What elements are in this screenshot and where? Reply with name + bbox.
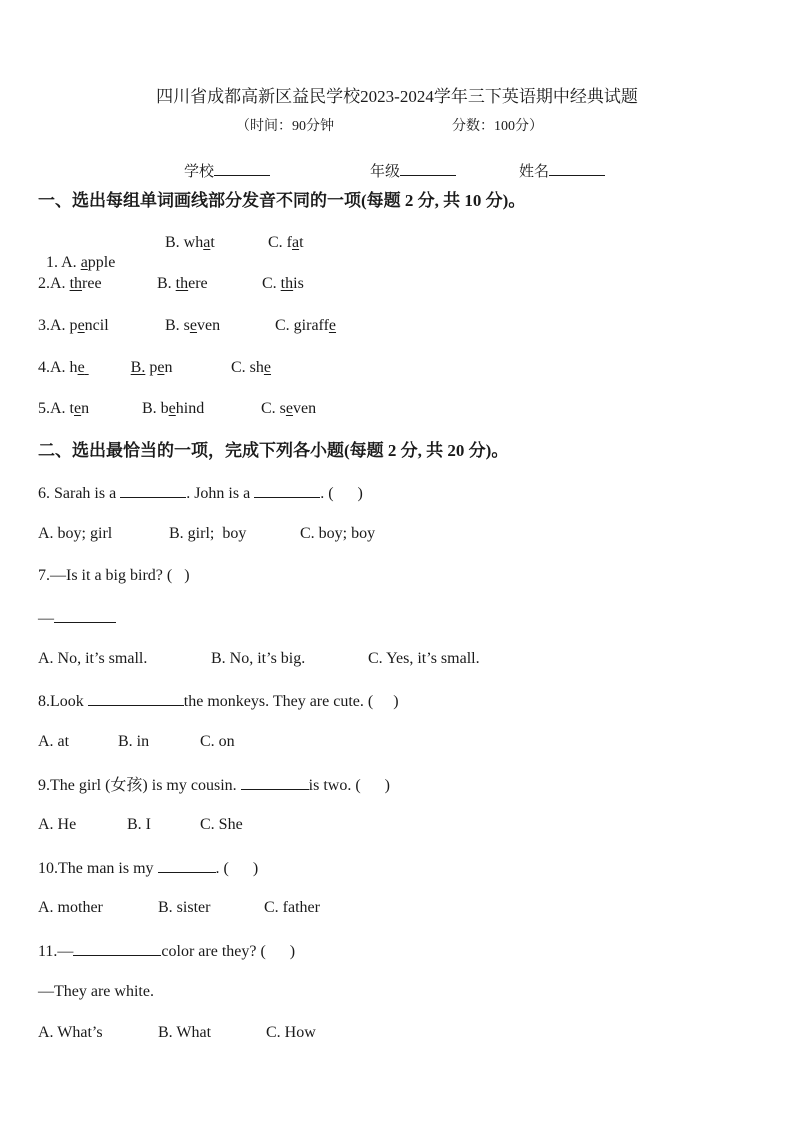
q11-option-b: B. What (158, 1024, 212, 1041)
q6-stem-b: . John is a (186, 485, 255, 502)
q6-stem-a: 6. Sarah is a (38, 485, 121, 502)
question-3 (38, 316, 109, 336)
school-blank (214, 160, 270, 176)
q10-stem-a: 10.The man is my (38, 860, 158, 877)
q4-number: 4. (38, 359, 50, 376)
question-7: 7.—Is it a big bird? ( ) (38, 567, 190, 584)
exam-score: 分数：100分） (452, 119, 543, 134)
q9-stem-a: 9.The girl (女孩) is my cousin. (38, 777, 241, 794)
q8-option-b: B. in (118, 733, 150, 750)
q5-c-pre: C. s (261, 400, 286, 417)
q4-b-post: n (164, 359, 173, 376)
q6-option-b: B. girl; boy (169, 525, 247, 542)
q2-b-underlined: th (175, 275, 189, 292)
q6-option-c: C. boy; boy (300, 525, 376, 542)
q6-stem-c: . ( ) (320, 485, 363, 502)
q1-b-pre: B. wh (165, 234, 204, 251)
q10-option-a: A. mother (38, 899, 103, 916)
q4-a-underlined: e (77, 359, 85, 376)
q1-c-pre: C. f (268, 234, 292, 251)
q2-a-pre: A. (50, 275, 70, 292)
q5-a-underlined: e (74, 400, 82, 417)
q4-c-pre: C. sh (231, 359, 264, 376)
q3-option-b (165, 316, 220, 336)
q3-c-pre: C. giraff (275, 317, 329, 334)
name-field (519, 160, 605, 182)
school-field (184, 160, 270, 182)
q2-option-c (262, 274, 304, 294)
q1-number: 1. (46, 254, 62, 271)
q4-b-letter-underlined: B. (130, 359, 146, 376)
q11-blank (73, 940, 161, 956)
q1-option-a (61, 254, 115, 271)
q2-a-post: ree (82, 275, 102, 292)
q3-a-pre: A. p (50, 317, 78, 334)
q5-option-b (142, 399, 204, 419)
q9-option-a: A. He (38, 816, 77, 833)
q1-option-c (268, 233, 304, 253)
section-2-heading: 二、选出最恰当的一项，完成下列各小题(每题 2 分, 共 20 分)。 (38, 441, 509, 460)
q5-a-pre: A. t (50, 400, 74, 417)
exam-title: 四川省成都高新区益民学校2023-2024学年三下英语期中经典试题 (156, 87, 638, 106)
q7-reply (38, 607, 116, 629)
question-9 (38, 774, 390, 796)
q2-c-underlined: th (280, 275, 294, 292)
q8-option-c: C. on (200, 733, 235, 750)
q1-a-pre: A. (61, 254, 81, 271)
grade-label: 年级 (370, 164, 401, 180)
q1-a-underlined: a (80, 254, 88, 271)
q3-b-underlined: e (189, 317, 198, 334)
question-4 (38, 358, 172, 378)
q1-option-b (165, 233, 215, 253)
q3-a-underlined: e (77, 317, 85, 334)
q5-number: 5. (38, 400, 50, 417)
q5-option-c (261, 399, 316, 419)
q8-stem-a: 8.Look (38, 693, 88, 710)
q10-option-c: C. father (264, 899, 320, 916)
q1-c-post: t (299, 234, 304, 251)
q7-option-c: C. Yes, it’s small. (368, 650, 480, 667)
q11-option-a: A. What’s (38, 1024, 103, 1041)
school-label: 学校 (184, 164, 215, 180)
q3-option-c (275, 316, 336, 336)
q1-b-post: t (210, 234, 215, 251)
q1-a-post: pple (87, 254, 116, 271)
question-1 (38, 233, 115, 273)
q2-a-underlined: th (69, 275, 83, 292)
q8-blank (88, 690, 184, 706)
q2-b-pre: B. (157, 275, 176, 292)
q4-underline-gap (85, 358, 131, 378)
q10-blank (158, 857, 216, 873)
q7-option-b: B. No, it’s big. (211, 650, 306, 667)
q7-blank (54, 607, 116, 623)
q9-option-b: B. I (127, 816, 151, 833)
q7-option-a: A. No, it’s small. (38, 650, 148, 667)
q5-c-underlined: e (285, 400, 294, 417)
q6-blank-2 (254, 482, 320, 498)
q5-b-pre: B. b (142, 400, 169, 417)
q11-stem-b: color are they? ( ) (161, 943, 296, 960)
q3-a-post: ncil (84, 317, 109, 334)
section-1-heading: 一、选出每组单词画线部分发音不同的一项(每题 2 分, 共 10 分)。 (38, 191, 526, 210)
q2-c-post: is (293, 275, 304, 292)
q7-dash: — (38, 610, 54, 627)
question-11 (38, 940, 295, 962)
q1-b-underlined: a (203, 234, 211, 251)
question-6 (38, 482, 363, 504)
q3-number: 3. (38, 317, 50, 334)
q11-reply: —They are white. (38, 983, 154, 1000)
q4-b-pre: p (145, 359, 158, 376)
q3-b-post: ven (197, 317, 221, 334)
question-2 (38, 274, 102, 294)
q3-b-pre: B. s (165, 317, 190, 334)
q5-b-post: hind (175, 400, 205, 417)
name-blank (549, 160, 605, 176)
q10-stem-b: . ( ) (215, 860, 259, 877)
q11-stem-a: 11.— (38, 943, 74, 960)
q4-b-underlined: e (157, 359, 165, 376)
q4-c-underlined: e (263, 359, 272, 376)
q1-c-underlined: a (292, 234, 300, 251)
q11-option-c: C. How (266, 1024, 316, 1041)
question-5 (38, 399, 89, 419)
name-label: 姓名 (519, 164, 550, 180)
q6-option-a: A. boy; girl (38, 525, 113, 542)
q2-b-post: ere (188, 275, 208, 292)
q5-c-post: ven (293, 400, 317, 417)
q8-option-a: A. at (38, 733, 70, 750)
exam-time: （时间：90分钟 (236, 119, 334, 134)
q6-blank-1 (120, 482, 186, 498)
question-8 (38, 690, 399, 712)
q9-stem-b: is two. ( ) (308, 777, 390, 794)
grade-blank (400, 160, 456, 176)
q2-option-b (157, 274, 208, 294)
question-10 (38, 857, 258, 879)
q10-option-b: B. sister (158, 899, 211, 916)
q9-blank (241, 774, 309, 790)
q8-stem-b: the monkeys. They are cute. ( ) (183, 693, 399, 710)
q3-c-underlined: e (328, 317, 337, 334)
q2-c-pre: C. (262, 275, 281, 292)
q5-a-post: n (81, 400, 90, 417)
grade-field (370, 160, 456, 182)
q9-option-c: C. She (200, 816, 243, 833)
q5-b-underlined: e (168, 400, 176, 417)
q4-option-c (231, 358, 271, 378)
q2-number: 2. (38, 275, 50, 292)
q4-a-pre: A. h (50, 359, 78, 376)
